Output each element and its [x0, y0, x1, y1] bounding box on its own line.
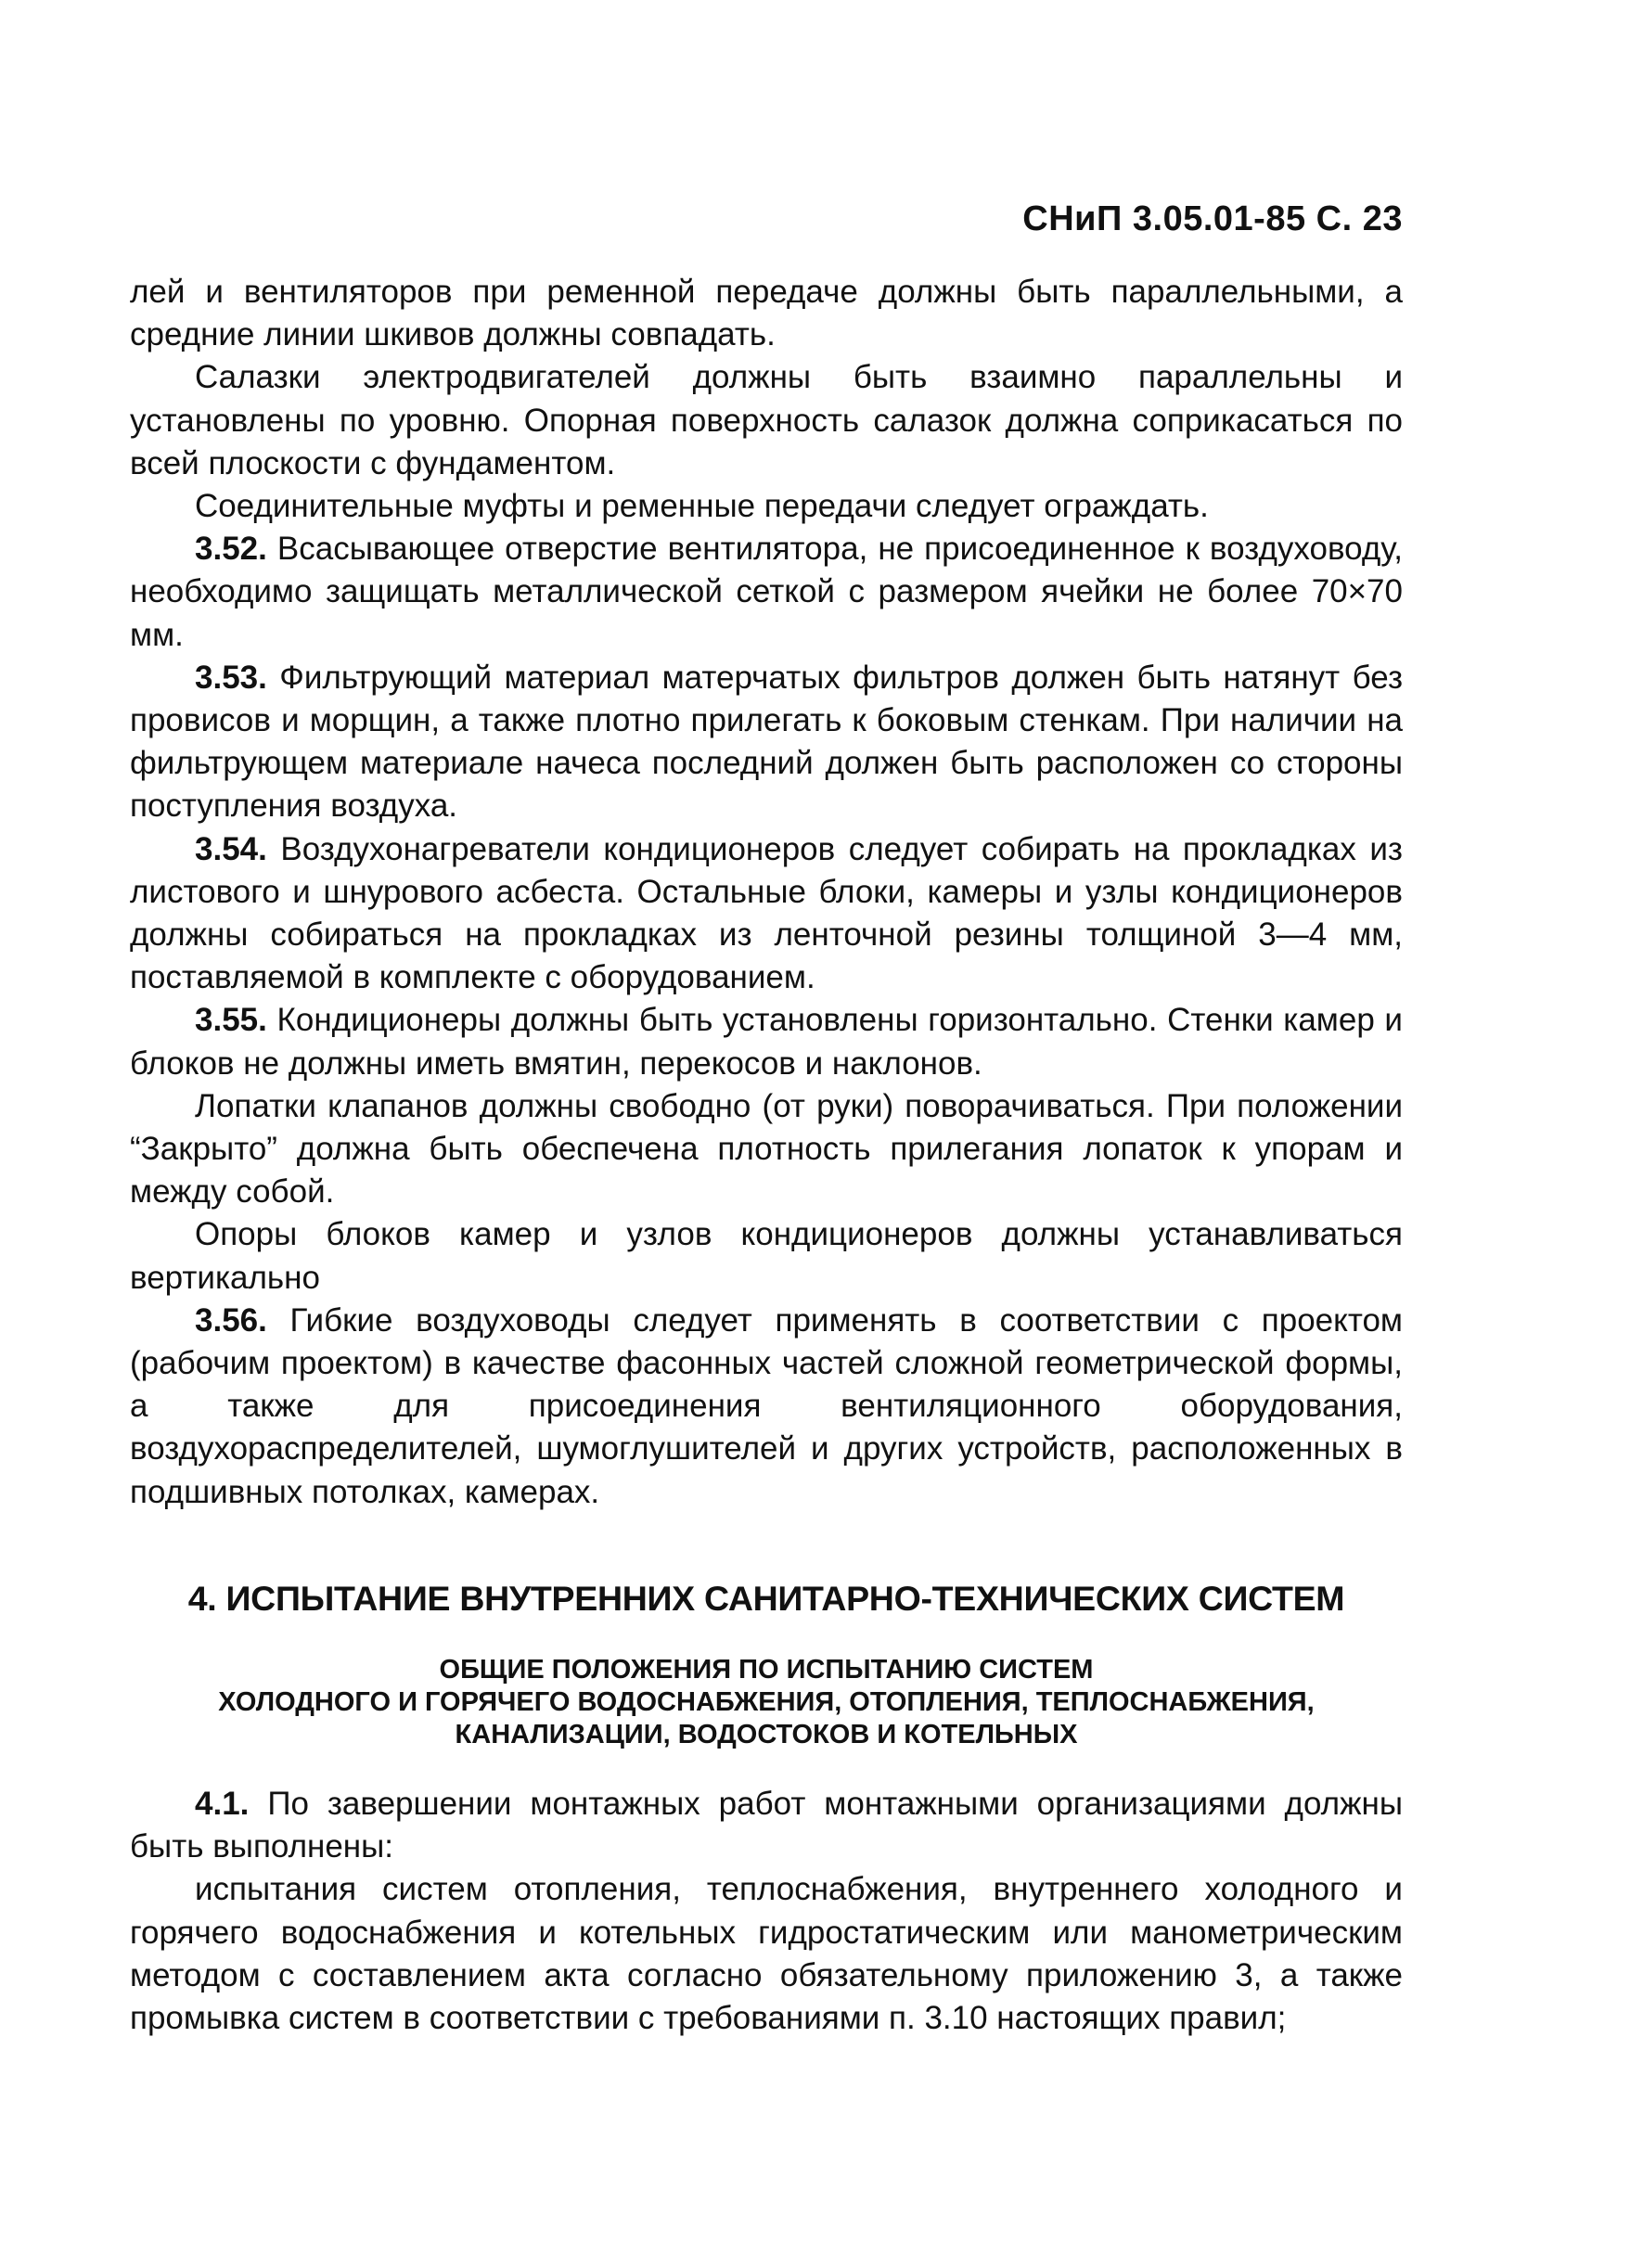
subsection-title-line: ОБЩИЕ ПОЛОЖЕНИЯ ПО ИСПЫТАНИЮ СИСТЕМ — [439, 1654, 1094, 1685]
paragraph-text: Салазки электродвигателей должны быть взаимно параллельны и установлены по уровню. Опорная поверхность салазок должна соприкасаться по всей плоскости с фундаментом. — [130, 359, 1403, 481]
clause-paragraph — [130, 999, 1403, 1084]
paragraph-text: Соединительные муфты и ременные передачи следует ограждать. — [195, 488, 1209, 525]
clause-number: 3.53. — [195, 659, 267, 696]
paragraph — [130, 356, 1403, 485]
paragraph-text: Лопатки клапанов должны свободно (от руки) поворачиваться. При положении “Закрыто” должна быть обеспечена плотность прилегания лопаток к упорам и между собой. — [130, 1087, 1403, 1211]
paragraphs-bottom — [130, 1783, 1403, 2040]
paragraph-text: Гибкие воздуховоды следует применять в соответствии с проектом (рабочим проектом) в качестве фасонных частей сложной геометрической формы, а также для присоединения вентиляционного оборудования, воздухораспределителей, шумоглушителей и других устройств, расположенных в подшивных потолках, камерах. — [130, 1301, 1403, 1510]
clause-number: 3.52. — [195, 531, 267, 568]
subsection-title — [130, 1654, 1403, 1751]
clause-paragraph — [130, 828, 1403, 1000]
clause-number: 3.56. — [195, 1301, 267, 1339]
paragraph — [130, 485, 1403, 528]
running-header: СНиП 3.05.01-85 С. 23 — [1022, 199, 1403, 238]
subsection-title-line: КАНАЛИЗАЦИИ, ВОДОСТОКОВ И КОТЕЛЬНЫХ — [455, 1719, 1078, 1749]
clause-number: 3.54. — [195, 830, 267, 867]
clause-paragraph — [130, 1783, 1403, 1868]
paragraph-text: испытания систем отопления, теплоснабжения, внутреннего холодного и горячего водоснабжения и котельных гидростатическим или манометрическим методом с составлением акта согласно обязательному приложению 3, а также промывка систем в соответствии с требованиями п. 3.10 настоящих правил; — [130, 1871, 1403, 2036]
paragraph-text: Фильтрующий материал матерчатых фильтров должен быть натянут без провисов и морщин, а также плотно прилегать к боковым стенкам. При наличии на фильтрующем материале начеса последний должен быть расположен со стороны поступления воздуха. — [130, 659, 1403, 825]
clause-paragraph — [130, 528, 1403, 657]
paragraph-text: Опоры блоков камер и узлов кондиционеров должны устанавливаться вертикально — [130, 1216, 1403, 1296]
paragraph — [130, 1213, 1403, 1299]
paragraph-text: Воздухонагреватели кондиционеров следует собирать на прокладках из листового и шнурового асбеста. Остальные блоки, камеры и узлы кондиционеров должны собираться на прокладках из ленточной резины толщиной 3—4 мм, поставляемой в комплекте с оборудованием. — [130, 830, 1403, 996]
paragraph-text: Кондиционеры должны быть установлены горизонтально. Стенки камер и блоков не должны иметь вмятин, перекосов и наклонов. — [130, 1002, 1403, 1082]
clause-paragraph — [130, 657, 1403, 828]
clause-paragraph — [130, 1300, 1403, 1514]
section-title: 4. ИСПЫТАНИЕ ВНУТРЕННИХ САНИТАРНО-ТЕХНИЧЕСКИХ СИСТЕМ — [187, 1578, 1345, 1618]
subsection-title-line: ХОЛОДНОГО И ГОРЯЧЕГО ВОДОСНАБЖЕНИЯ, ОТОПЛЕНИЯ, ТЕПЛОСНАБЖЕНИЯ, — [218, 1686, 1315, 1717]
clause-number: 4.1. — [195, 1785, 250, 1822]
paragraph-text: Всасывающее отверстие вентилятора, не присоединенное к воздуховоду, необходимо защищать металлической сеткой с размером ячейки не более 70×70 мм. — [130, 531, 1403, 653]
document-page — [130, 199, 1403, 2040]
paragraph-text: По завершении монтажных работ монтажными организациями должны быть выполнены: — [130, 1785, 1403, 1865]
paragraph — [130, 1085, 1403, 1214]
paragraph — [130, 271, 1403, 356]
clause-number: 3.55. — [195, 1002, 267, 1039]
paragraph — [130, 1868, 1403, 2040]
paragraph-text: лей и вентиляторов при ременной передаче должны быть параллельными, а средние линии шкивов должны совпадать. — [130, 274, 1403, 353]
paragraphs-top — [130, 271, 1403, 1514]
